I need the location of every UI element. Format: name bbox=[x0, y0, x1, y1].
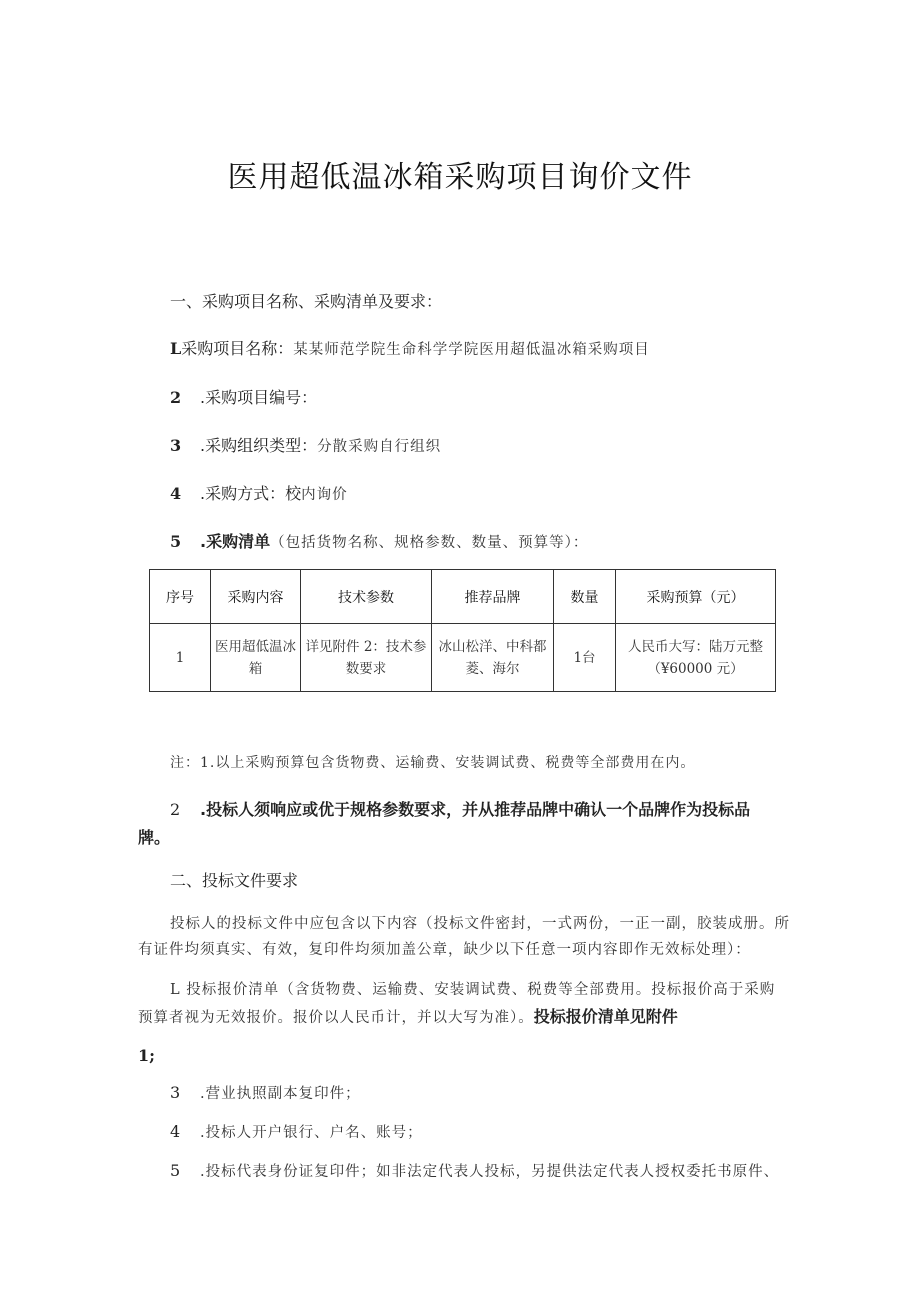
item1-label: 采购项目名称： bbox=[181, 339, 294, 358]
table-header-cell: 数量 bbox=[554, 570, 616, 624]
section2-intro-line2: 有证件均须真实、有效，复印件均须加盖公章，缺少以下任意一项内容即作无效标处理）： bbox=[138, 942, 751, 958]
note-1: 注：1.以上采购预算包含货物费、运输费、安装调试费、税费等全部费用在内。 bbox=[170, 755, 696, 771]
section2-intro-line1: 投标人的投标文件中应包含以下内容（投标文件密封，一式两份，一正一副，胶装成册。所 bbox=[170, 916, 790, 932]
item5-row bbox=[170, 529, 588, 552]
table-header-cell: 技术参数 bbox=[301, 570, 432, 624]
table-cell: 医用超低温冰箱 bbox=[211, 624, 301, 692]
section2-item4-number: 4 bbox=[170, 1122, 181, 1141]
table-header-cell: 序号 bbox=[150, 570, 211, 624]
table-cell: 人民币大写：陆万元整（¥60000 元） bbox=[616, 624, 776, 692]
item3-number: 3 bbox=[170, 436, 182, 455]
section1-heading: 一、采购项目名称、采购清单及要求： bbox=[170, 292, 443, 311]
section2-heading: 二、投标文件要求 bbox=[170, 871, 299, 890]
item1-value: 某某师范学院生命科学学院医用超低温冰箱采购项目 bbox=[293, 342, 650, 358]
section2-item4 bbox=[170, 1121, 423, 1142]
section2-item3-number: 3 bbox=[170, 1083, 181, 1102]
document-title: 医用超低温冰箱采购项目询价文件 bbox=[227, 160, 693, 195]
table-cell: 1 bbox=[150, 624, 211, 692]
item5-value: （包括货物名称、规格参数、数量、预算等）： bbox=[270, 535, 589, 551]
section2-item5-text: .投标代表身份证复印件；如非法定代表人投标，另提供法定代表人授权委托书原件、 bbox=[200, 1164, 780, 1180]
section2-item5-number: 5 bbox=[170, 1161, 181, 1180]
item3-row bbox=[170, 433, 441, 456]
item4-value: 内询价 bbox=[301, 487, 348, 503]
table-header-cell: 采购预算（元） bbox=[616, 570, 776, 624]
bid-list-line3: 1; bbox=[138, 1046, 156, 1065]
item2-number: 2 bbox=[170, 388, 182, 407]
note2-number: 2 bbox=[170, 800, 181, 819]
bid-list-line2 bbox=[138, 1004, 678, 1027]
table-row bbox=[150, 624, 776, 692]
item1-row bbox=[170, 336, 650, 359]
table-cell: 详见附件 2：技术参数要求 bbox=[301, 624, 432, 692]
bid-list-line2-bold: 投标报价清单见附件 bbox=[533, 1007, 678, 1026]
note2-line2: 牌。 bbox=[138, 828, 171, 847]
section2-item3-text: .营业执照副本复印件； bbox=[200, 1086, 361, 1102]
item3-value: 分散采购自行组织 bbox=[317, 439, 442, 455]
bid-list-line2-text: 预算者视为无效报价。报价以人民币计，并以大写为准）。 bbox=[138, 1010, 534, 1026]
section2-item3 bbox=[170, 1082, 361, 1103]
item2-row bbox=[170, 385, 317, 408]
table-header-row bbox=[150, 570, 776, 624]
procurement-table bbox=[149, 569, 776, 692]
table-cell: 冰山松洋、中科都菱、海尔 bbox=[432, 624, 554, 692]
section2-item4-text: .投标人开户银行、户名、账号； bbox=[200, 1125, 423, 1141]
section2-item5 bbox=[170, 1160, 779, 1181]
item2-label: .采购项目编号： bbox=[200, 388, 318, 407]
item4-number: 4 bbox=[170, 484, 182, 503]
note-2 bbox=[170, 797, 750, 820]
item3-label: .采购组织类型： bbox=[200, 436, 318, 455]
note2-line1: .投标人须响应或优于规格参数要求，并从推荐品牌中确认一个品牌作为投标品 bbox=[200, 800, 751, 819]
item4-label: .采购方式：校 bbox=[200, 484, 302, 503]
table-header-cell: 采购内容 bbox=[211, 570, 301, 624]
bid-list-line1: L 投标报价清单（含货物费、运输费、安装调试费、税费等全部费用。投标报价高于采购 bbox=[170, 982, 776, 998]
item4-row bbox=[170, 481, 348, 504]
table-cell: 1台 bbox=[554, 624, 616, 692]
item1-number: L bbox=[170, 339, 182, 358]
table-header-cell: 推荐品牌 bbox=[432, 570, 554, 624]
item5-number: 5 bbox=[170, 532, 182, 551]
item5-label: .采购清单 bbox=[200, 532, 271, 551]
